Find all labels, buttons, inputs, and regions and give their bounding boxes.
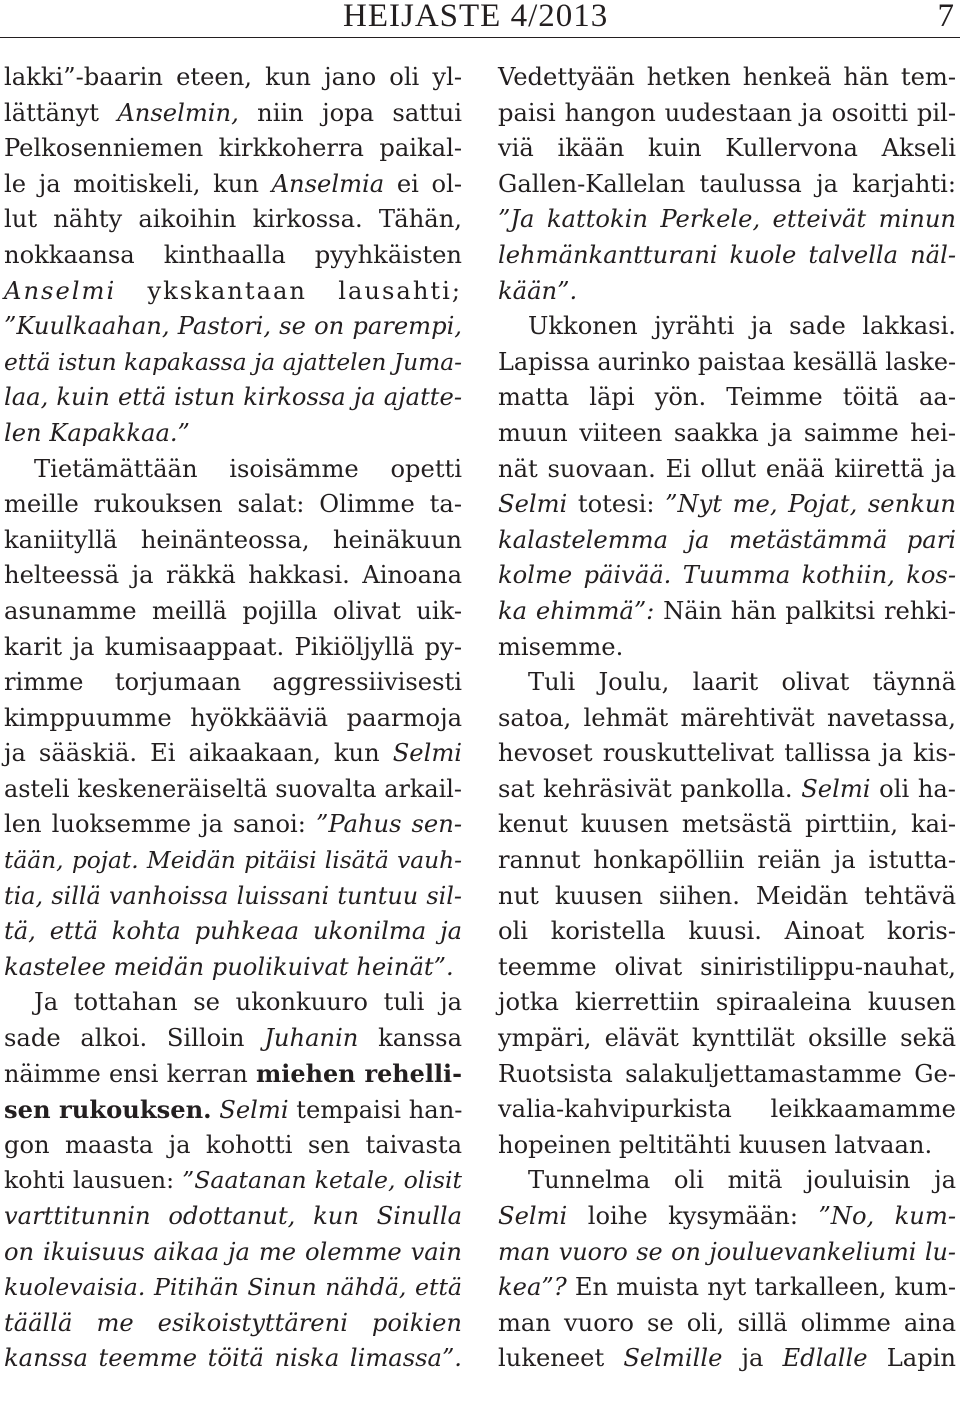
italic-text: kolme päivää. Tuumma kothiin, kos- — [498, 561, 956, 590]
text-segment: oli ha- — [870, 774, 956, 803]
text-line — [498, 452, 956, 488]
text-line — [4, 1235, 462, 1271]
italic-text: Selmi — [498, 1202, 568, 1230]
text-segment: sade alkoi. Silloin — [4, 1024, 265, 1053]
text-segment: niin jopa sattui — [238, 98, 462, 127]
text-line — [498, 1021, 956, 1057]
text-line — [498, 736, 956, 772]
text-line — [498, 807, 956, 843]
italic-text: ka ehimmä”: — [498, 596, 655, 625]
text-line — [498, 914, 956, 950]
text-segment: kaniityllä heinänteossa, heinäkuun — [4, 525, 462, 554]
page-number: 7 — [937, 0, 954, 34]
text-line — [498, 950, 956, 986]
text-segment: satoa, lehmät märehtivät navetassa, — [498, 703, 956, 732]
text-segment: Pelkosenniemen kirkkoherra paikal- — [4, 134, 462, 163]
text-segment: nät suovaan. Ei ollut enää kiirettä ja — [498, 454, 956, 483]
text-line — [4, 1163, 462, 1199]
italic-text: ”Pahus sen- — [315, 810, 462, 839]
text-line — [498, 701, 956, 737]
text-line — [4, 487, 462, 523]
italic-text: ”No, kum- — [818, 1202, 956, 1230]
text-line — [498, 1270, 956, 1306]
text-segment: paisi hangon uudestaan ja osoitti pil- — [498, 98, 956, 127]
text-segment: Ruotsista salakuljettamastamme Ge- — [498, 1059, 956, 1088]
text-line — [4, 96, 462, 132]
text-line — [4, 60, 462, 96]
text-line — [4, 558, 462, 594]
text-line — [498, 238, 956, 274]
italic-text: Edlalle — [782, 1344, 868, 1373]
text-segment: nut kuusen siihen. Meidän tehtävä — [498, 881, 956, 910]
text-segment: En muista nyt tarkalleen, kum- — [566, 1273, 956, 1302]
text-line — [4, 736, 462, 772]
italic-text: Selmi — [498, 490, 568, 519]
text-line — [498, 96, 956, 132]
text-line — [498, 202, 956, 238]
italic-text: kalastelemma ja metästämmä pari — [498, 525, 956, 554]
text-segment: sat kehräsivät pankolla. — [498, 774, 802, 803]
text-line — [498, 1306, 956, 1342]
bold-text: miehen rehelli- — [256, 1059, 463, 1088]
italic-text: ”Nyt me, Pojat, senkun — [665, 490, 957, 519]
text-segment: rimme torjumaan aggressiivisesti — [4, 668, 462, 697]
italic-text: kanssa teemme töitä niska limassa”. — [4, 1344, 462, 1373]
text-line — [4, 1270, 462, 1306]
italic-text: tia, sillä vanhoissa luissani tuntuu sil- — [4, 881, 462, 910]
text-segment: kenut kuusen metsästä pirttiin, kai- — [498, 810, 956, 839]
bold-text: sen rukouksen. — [4, 1095, 212, 1125]
text-line — [4, 985, 462, 1021]
text-line — [498, 1057, 956, 1093]
text-segment: Vedettyään hetken henkeä hän tem- — [498, 63, 956, 91]
text-segment: Lapin — [867, 1344, 956, 1373]
text-segment: man vuoro se oli, sillä olimme aina — [498, 1308, 956, 1337]
text-line — [4, 950, 462, 986]
text-segment: loihe kysymään: — [567, 1202, 819, 1230]
text-segment: tempaisi han- — [288, 1096, 463, 1125]
page-header — [0, 0, 960, 40]
text-line — [4, 416, 462, 452]
text-segment: lut nähty aikoihin kirkossa. Tähän, — [4, 205, 462, 234]
text-segment: gon maasta ja kohotti sen taivasta — [4, 1130, 462, 1159]
text-line — [498, 558, 956, 594]
text-line — [498, 416, 956, 452]
italic-text: len Kapakkaa.” — [4, 418, 190, 447]
text-segment: Tunnelma oli mitä jouluisin ja — [528, 1166, 956, 1195]
text-segment: hopeinen peltitähti kuusen latvaan. — [498, 1130, 933, 1159]
italic-text: kään”. — [498, 276, 578, 305]
text-segment: Näin hän palkitsi rehki- — [654, 596, 956, 625]
text-segment: Ukkonen jyrähti ja sade lakkasi. — [528, 312, 956, 341]
text-segment: len luoksemme ja sanoi: — [4, 810, 316, 839]
text-segment: lukeneet — [498, 1344, 624, 1373]
text-line — [498, 1341, 956, 1377]
text-segment: helteessä ja räkkä hakkasi. Ainoana — [4, 561, 462, 590]
text-line — [498, 630, 956, 666]
text-line — [4, 701, 462, 737]
text-segment: Ja tottahan se ukonkuuro tuli ja — [34, 988, 462, 1017]
italic-text: ”Saatanan ketale, olisit — [182, 1166, 462, 1195]
text-segment: le ja moitiskeli, kun — [4, 169, 272, 198]
header-rule — [0, 37, 960, 38]
text-segment: nokkaansa kinthaalla pyyhkäisten — [4, 240, 462, 269]
text-line — [4, 238, 462, 274]
text-segment: valia-kahvipurkista leikkaamamme — [498, 1095, 956, 1124]
text-segment: meille rukouksen salat: Olimme ta- — [4, 490, 462, 519]
italic-text: Anselmi — [4, 276, 117, 305]
text-line — [498, 309, 956, 345]
right-column — [498, 60, 956, 1377]
text-line — [498, 879, 956, 915]
text-line — [4, 1092, 462, 1128]
text-segment: karit ja kumisaappaat. Pikiöljyllä py- — [4, 632, 462, 661]
text-line — [4, 274, 462, 310]
text-segment: kimppuumme hyökkääviä paarmoja — [4, 703, 462, 732]
text-segment: viä ikään kuin Kullervona Akseli — [498, 134, 956, 163]
publication-title: HEIJASTE 4/2013 — [343, 0, 609, 34]
text-line — [4, 202, 462, 238]
text-line — [4, 1199, 462, 1235]
text-line — [498, 487, 956, 523]
text-segment: ja — [722, 1344, 783, 1373]
italic-text: Juhanin — [264, 1024, 359, 1053]
text-line — [4, 843, 462, 879]
italic-text: Selmi — [801, 774, 871, 803]
text-segment: Lapissa aurinko paistaa kesällä laske- — [498, 347, 957, 376]
text-line — [4, 1306, 462, 1342]
text-line — [498, 523, 956, 559]
text-segment: asunamme meillä pojilla olivat uik- — [4, 596, 462, 625]
text-line — [4, 452, 462, 488]
text-segment: misemme. — [498, 632, 624, 661]
text-line — [498, 772, 956, 808]
text-line — [498, 380, 956, 416]
italic-text: ”Ja kattokin Perkele, etteivät minun — [498, 205, 956, 234]
italic-text: Anselmia — [271, 169, 385, 198]
text-segment: ykskantaan lausahti; — [116, 276, 462, 305]
italic-text: täällä me esikoistyttäreni poikien — [4, 1308, 462, 1337]
italic-text: kastelee meidän puolikuivat heinät”. — [4, 952, 454, 981]
text-line — [4, 167, 462, 203]
text-line — [4, 1128, 462, 1164]
text-segment: matta läpi yön. Teimme töitä aa- — [498, 383, 956, 412]
text-segment: ympäri, elävät kynttilät oksille sekä — [498, 1024, 956, 1053]
text-line — [4, 1021, 462, 1057]
italic-text: tä, että kohta puhkeaa ukonilma ja — [4, 917, 462, 946]
text-line — [498, 1235, 956, 1271]
italic-text: ”Kuulkaahan, Pastori, se on parempi, — [4, 312, 462, 341]
text-segment: jotka kierrettiin spiraaleina kuusen — [498, 988, 956, 1017]
text-segment: Tuli Joulu, laarit olivat täynnä — [528, 668, 956, 697]
text-line — [4, 665, 462, 701]
italic-text: kuolevaisia. Pitihän Sinun nähdä, että — [4, 1273, 462, 1302]
text-segment: Tietämättään isoisämme opetti — [34, 454, 462, 483]
text-line — [4, 345, 462, 381]
text-segment: muun viiteen saakka ja saimme hei- — [498, 418, 956, 447]
text-line — [4, 914, 462, 950]
text-segment: teemme olivat siniristilippu-nauhat, — [498, 952, 956, 981]
text-line — [4, 131, 462, 167]
italic-text: man vuoro se on jouluevankeliumi lu- — [498, 1237, 956, 1266]
text-segment: Gallen-Kallelan taulussa ja karjahti: — [498, 169, 956, 198]
italic-text: Selmille — [623, 1344, 723, 1373]
italic-text: on ikuisuus aikaa ja me olemme vain — [4, 1237, 462, 1266]
italic-text: Selmi — [392, 739, 462, 768]
text-segment: ja sääskiä. Ei aikaakaan, kun — [4, 739, 393, 768]
text-line — [4, 594, 462, 630]
italic-text: Anselmin, — [117, 98, 239, 127]
text-segment: kohti lausuen: — [4, 1166, 183, 1195]
text-segment: oli koristella kuusi. Ainoat koris- — [498, 917, 956, 946]
italic-text: lehmänkantturani kuole talvella näl- — [498, 240, 956, 269]
text-segment: näimme ensi kerran — [4, 1059, 257, 1088]
left-column — [4, 60, 462, 1377]
italic-text: laa, kuin että istun kirkossa ja ajatte- — [4, 383, 462, 412]
text-segment: lakki”-baarin eteen, kun jano oli yl- — [4, 63, 462, 91]
text-line — [4, 1057, 462, 1093]
text-segment: kanssa — [358, 1024, 462, 1053]
text-line — [4, 879, 462, 915]
text-line — [498, 1092, 956, 1128]
text-line — [498, 1199, 956, 1235]
text-line — [4, 380, 462, 416]
text-line — [4, 1341, 462, 1377]
italic-text: Selmi — [219, 1096, 289, 1125]
text-segment: lättänyt — [4, 98, 118, 127]
text-line — [4, 772, 462, 808]
text-line — [498, 345, 956, 381]
text-line — [498, 594, 956, 630]
text-line — [498, 843, 956, 879]
italic-text: tään, pojat. Meidän pitäisi lisätä vauh- — [4, 847, 462, 875]
text-segment: rannut honkapölliin reiän ja istutta- — [498, 846, 956, 875]
text-line — [4, 630, 462, 666]
italic-text: kea”? — [498, 1273, 567, 1302]
text-line — [498, 1128, 956, 1164]
italic-text: varttitunnin odottanut, kun Sinulla — [4, 1202, 462, 1230]
text-segment: totesi: — [567, 490, 666, 519]
text-line — [498, 274, 956, 310]
text-line — [498, 665, 956, 701]
text-line — [498, 131, 956, 167]
text-segment: ei ol- — [384, 169, 462, 198]
text-line — [498, 1163, 956, 1199]
italic-text: että istun kapakassa ja ajattelen Juma- — [4, 348, 462, 376]
text-line — [498, 985, 956, 1021]
text-line — [498, 167, 956, 203]
text-segment: hevoset rouskuttelivat tallissa ja kis- — [498, 739, 956, 768]
text-line — [4, 523, 462, 559]
text-segment: asteli keskeneräiseltä suovalta arkail- — [4, 774, 462, 803]
text-line — [4, 807, 462, 843]
text-line — [498, 60, 956, 96]
text-line — [4, 309, 462, 345]
